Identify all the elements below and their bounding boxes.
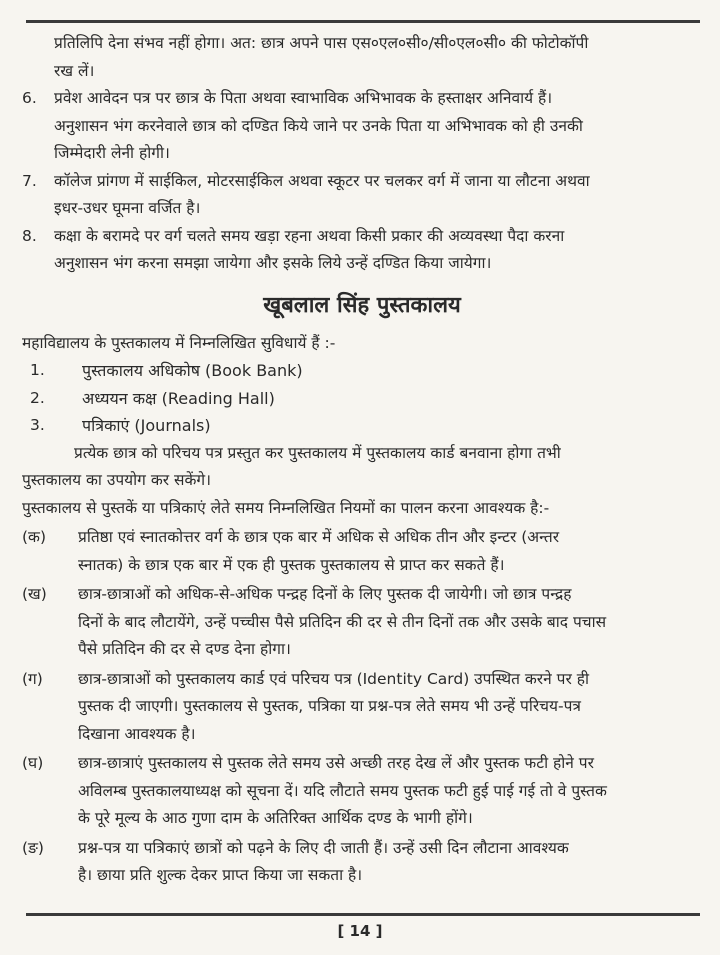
rule-label: (ङ) — [22, 838, 44, 857]
text-line: छात्र-छात्राओं को पुस्तकालय कार्ड एवं परिचय पत्र (Identity Card) उपस्थित करने पर ही — [78, 669, 589, 688]
rule-number: 7. — [22, 171, 37, 190]
text-line: इधर-उधर घूमना वर्जित है। — [54, 199, 201, 217]
text-line: पुस्तक दी जाएगी। पुस्तकालय से पुस्तक, पत्रिका या प्रश्न-पत्र लेते समय भी उन्हें परिचय-पत्र — [78, 697, 581, 715]
rule-label: (घ) — [22, 754, 44, 772]
top-rule — [26, 20, 700, 23]
text-line: प्रतिलिपि देना संभव नहीं होगा। अत: छात्र अपने पास एस०एल०सी०/सी०एल०सी० की फोटोकॉपी — [54, 34, 589, 52]
library-rule-gha — [22, 750, 702, 833]
text-line: प्रतिष्ठा एवं स्नातकोत्तर वर्ग के छात्र एक बार में अधिक से अधिक तीन और इन्टर (अन्तर — [78, 528, 560, 546]
text-line: पुस्तकालय का उपयोग कर सकेंगे। — [22, 471, 211, 489]
text-line: कक्षा के बरामदे पर वर्ग चलते समय खड़ा रहना अथवा किसी प्रकार की अव्यवस्था पैदा करना — [54, 226, 565, 245]
library-rule-ka — [22, 524, 702, 579]
facility-text: पत्रिकाएं (Journals) — [82, 416, 211, 435]
rule-label: (ख) — [22, 585, 47, 603]
card-paragraph — [22, 440, 702, 495]
facility-text: अध्ययन कक्ष (Reading Hall) — [82, 388, 275, 408]
section-title: खूबलाल सिंह पुस्तकालय — [263, 292, 461, 318]
text-line: है। छाया प्रति शुल्क देकर प्राप्त किया जा सकता है। — [78, 866, 363, 884]
text-line: दिखाना आवश्यक है। — [78, 724, 196, 743]
rule-number: 6. — [22, 89, 37, 107]
page-number: [ 14 ] — [337, 922, 383, 940]
facility-number: 2. — [30, 388, 45, 407]
facility-number: 3. — [30, 416, 45, 434]
text-line: दिनों के बाद लौटायेंगे, उन्हें पच्चीस पैसे प्रतिदिन की दर से तीन दिनों तक और उसके बाद पचास — [78, 612, 607, 631]
text-line: कॉलेज प्रांगण में साईकिल, मोटरसाईकिल अथवा स्कूटर पर चलकर वर्ग में जाना या लौटना अथवा — [54, 171, 590, 190]
rule-item-6 — [22, 85, 702, 168]
text-line: स्नातक) के छात्र एक बार में एक ही पुस्तक पुस्तकालय से प्राप्त कर सकते हैं। — [78, 555, 505, 574]
text-line: अनुशासन भंग करनेवाले छात्र को दण्डित किये जाने पर उनके पिता या अभिभावक को ही उनकी — [54, 116, 583, 135]
library-rule-nga — [22, 835, 702, 890]
rule-label: (क) — [22, 528, 46, 546]
continuation-text — [22, 30, 702, 85]
text-line: छात्र-छात्राओं को अधिक-से-अधिक पन्द्रह दिनों के लिए पुस्तक दी जायेगी। जो छात्र पन्द्रह — [78, 585, 572, 603]
text-line: रख लें। — [54, 61, 95, 80]
text-line: प्रवेश आवेदन पत्र पर छात्र के पिता अथवा स्वाभाविक अभिभावक के हस्ताक्षर अनिवार्य हैं। — [54, 89, 553, 107]
document-page — [22, 30, 702, 890]
text-line: प्रत्येक छात्र को परिचय पत्र प्रस्तुत कर पुस्तकालय में पुस्तकालय कार्ड बनवाना होगा तभी — [74, 443, 561, 462]
facility-item — [22, 412, 702, 440]
text-line: अनुशासन भंग करना समझा जायेगा और इसके लिये उन्हें दण्डित किया जायेगा। — [54, 254, 492, 272]
text-line: के पूरे मूल्य के आठ गुणा दाम के अतिरिक्त आर्थिक दण्ड के भागी होंगे। — [78, 809, 473, 827]
facility-item — [22, 385, 702, 413]
library-intro: महाविद्यालय के पुस्तकालय में निम्नलिखित सुविधायें हैं :- — [22, 333, 336, 352]
text-line: अविलम्ब पुस्तकालयाध्यक्ष को सूचना दें। यदि लौटाते समय पुस्तक फटी हुई पाई गई तो वे पुस्तक — [78, 781, 607, 800]
facility-item — [22, 357, 702, 385]
rule-number: 8. — [22, 226, 37, 245]
text-line: जिम्मेदारी लेनी होगी। — [54, 144, 170, 162]
facility-text: पुस्तकालय अधिकोष (Book Bank) — [82, 361, 303, 380]
bottom-rule — [26, 913, 700, 916]
library-rule-kha — [22, 581, 702, 664]
text-line: प्रश्न-पत्र या पत्रिकाएं छात्रों को पढ़ने के लिए दी जाती हैं। उन्हें उसी दिन लौटाना आवश्यक — [78, 838, 569, 857]
text-line: छात्र-छात्राएं पुस्तकालय से पुस्तक लेते समय उसे अच्छी तरह देख लें और पुस्तक फटी होने पर — [78, 754, 594, 772]
text-line: पैसे प्रतिदिन की दर से दण्ड देना होगा। — [78, 640, 291, 658]
library-rule-ga — [22, 666, 702, 749]
facility-number: 1. — [30, 361, 45, 379]
rule-label: (ग) — [22, 669, 43, 688]
rules-intro: पुस्तकालय से पुस्तकें या पत्रिकाएं लेते समय निम्नलिखित नियमों का पालन करना आवश्यक है:- — [22, 498, 550, 517]
rule-item-8 — [22, 223, 702, 278]
rule-item-7 — [22, 168, 702, 223]
